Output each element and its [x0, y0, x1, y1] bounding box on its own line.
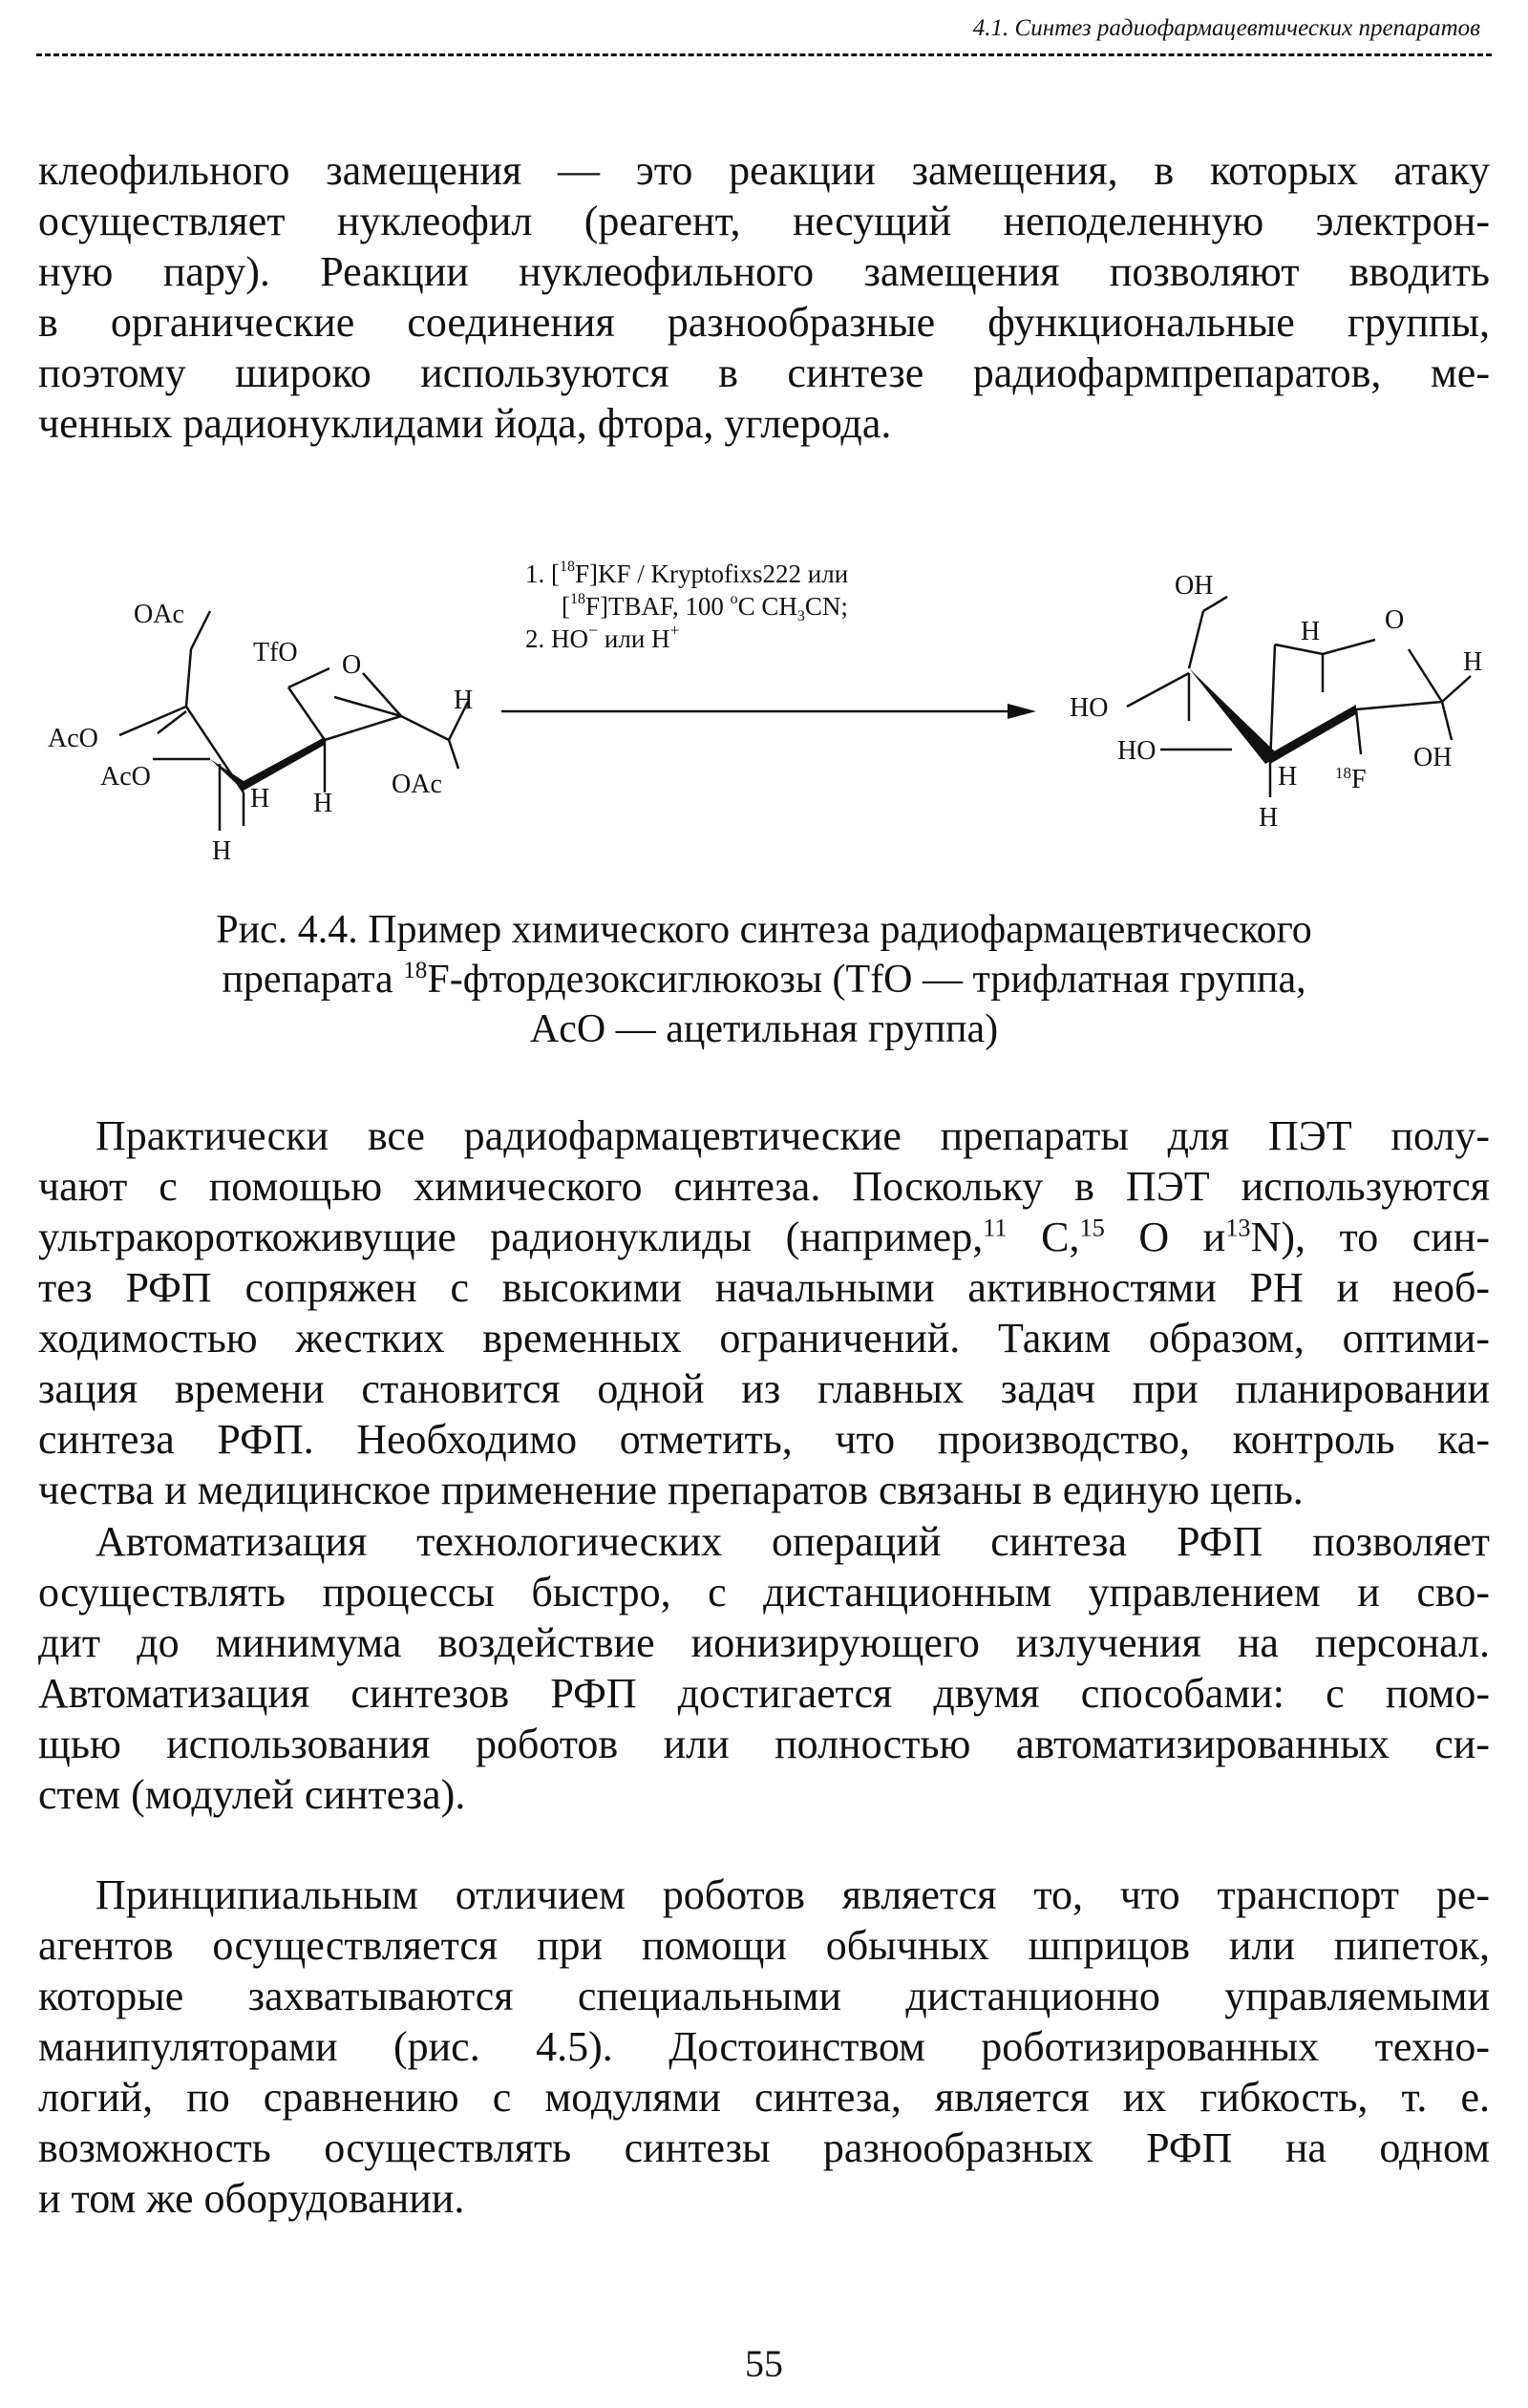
- text-line: Автоматизация синтезов РФП достигается двумя способами: с помо-: [38, 1670, 1490, 1717]
- paragraph-nucleophilic-substitution: [38, 145, 1490, 449]
- text-line: синтеза РФП. Необходимо отметить, что производство, контроль ка-: [38, 1416, 1490, 1463]
- text-line: осуществлять процессы быстро, с дистанционным управлением и сво-: [38, 1569, 1490, 1616]
- caption-line-1: Рис. 4.4. Пример химического синтеза радиофармацевтического: [216, 908, 1312, 952]
- label-ring-oxygen: O: [342, 650, 362, 680]
- paragraph-automation: [38, 1516, 1490, 1820]
- label-ring-oxygen-product: O: [1385, 605, 1405, 635]
- text-line: тез РФП сопряжен с высокими начальными активностями РН и необ-: [38, 1264, 1490, 1311]
- label-ho-1: HO: [1070, 693, 1109, 723]
- label-h-right: H: [454, 686, 474, 715]
- running-header-title: 4.1. Синтез радиофармацевтических препаратов: [972, 15, 1480, 41]
- label-tfo: TfO: [253, 638, 298, 667]
- label-oh-top: OH: [1175, 571, 1214, 601]
- text-line: ную пару). Реакции нуклеофильного замещения позволяют вводить: [38, 248, 1490, 295]
- text-line: зация времени становится одной из главных задач при планировании: [38, 1365, 1490, 1412]
- label-ho-2: HO: [1117, 736, 1157, 766]
- header-dashed-rule: [36, 53, 1492, 56]
- text-line: возможность осуществлять синтезы разнообразных РФП на одном: [38, 2124, 1490, 2171]
- text-line: чают с помощью химического синтеза. Поскольку в ПЭТ используются: [38, 1163, 1490, 1210]
- label-h-bottom-product: H: [1259, 803, 1279, 833]
- text-line: агентов осуществляется при помощи обычных шприцов или пипеток,: [38, 1922, 1490, 1969]
- text-line: чества и медицинское применение препаратов связаны в единую цепь.: [38, 1467, 1304, 1513]
- reagents-line-2: [$^{18}$F]TBAF, 100 $^o$C $CH_3CN$;: [562, 591, 848, 624]
- text-line: логий, по сравнению с модулями синтеза, является их гибкость, т. е.: [38, 2074, 1490, 2121]
- caption-line-2: препарата $^{18}$F-фтордезоксиглюкозы (TfO — трифлатная группа,: [222, 958, 1306, 1002]
- paragraph-pet-synthesis: [38, 1110, 1490, 1515]
- caption-line-3: AcO — ацетильная группа): [529, 1007, 999, 1051]
- text-line: ченных радионуклидами йода, фтора, углерода.: [38, 400, 892, 447]
- text-line: Принципиальным отличием роботов является то, что транспорт ре-: [96, 1871, 1490, 1918]
- text-line: щью использования роботов или полностью автоматизированных си-: [38, 1721, 1490, 1767]
- text-line: Практически все радиофармацевтические препараты для ПЭТ полу-: [96, 1112, 1490, 1159]
- label-18f: $^{18}$F: [1335, 764, 1367, 794]
- figure-caption: [38, 905, 1490, 1054]
- label-h-mid-2: H: [313, 789, 333, 818]
- figure-fdg-synthesis: [38, 535, 1490, 917]
- label-h-ring: H: [1301, 617, 1321, 646]
- label-h-right-product: H: [1463, 647, 1483, 677]
- label-oac-right: OAc: [392, 770, 442, 799]
- reaction-arrow: [501, 704, 1036, 719]
- text-line: Автоматизация технологических операций синтеза РФП позволяет: [96, 1518, 1490, 1565]
- text-line: поэтому широко используются в синтезе радиофармпрепаратов, ме-: [38, 349, 1490, 396]
- label-h-bottom: H: [212, 836, 232, 866]
- reagents-line-3: 2. HO− или H+: [525, 621, 680, 653]
- text-line-isotopes: ультракороткоживущие радионуклиды (например,$^{11}$ C,$^{15}$ O $и^{13}N$), то син-: [38, 1213, 1490, 1260]
- text-line: манипуляторами (рис. 4.5). Достоинством роботизированных техно-: [38, 2023, 1490, 2070]
- label-aco-lower: AcO: [100, 762, 151, 792]
- label-h-mid-1: H: [250, 784, 270, 813]
- text-line: клеофильного замещения — это реакции замещения, в которых атаку: [38, 147, 1490, 194]
- text-line: которые захватываются специальными дистанционно управляемыми: [38, 1973, 1490, 2019]
- label-oac-top: OAc: [134, 600, 184, 629]
- text-line: осуществляет нуклеофил (реагент, несущий неподеленную электрон-: [38, 198, 1490, 244]
- reaction-scheme: [38, 535, 1490, 917]
- page-number: 55: [745, 2342, 783, 2385]
- text-line: дит до минимума воздействие ионизирующего излучения на персонал.: [38, 1619, 1490, 1666]
- paragraph-robots: [38, 1869, 1490, 2224]
- label-aco-left: AcO: [48, 724, 98, 753]
- text-line: стем (модулей синтеза).: [38, 1771, 466, 1818]
- text-line: и том же оборудовании.: [38, 2175, 465, 2222]
- label-oh-right: OH: [1413, 743, 1453, 772]
- label-h-low: H: [1278, 762, 1298, 792]
- text-line: в органические соединения разнообразные функциональные группы,: [38, 299, 1490, 346]
- text-line: ходимостью жестких временных ограничений. Таким образом, оптими-: [38, 1315, 1490, 1362]
- running-header: [36, 6, 1492, 59]
- reagents-line-1: 1. [$^{18}$F]KF / Kryptofixs222 или: [525, 559, 849, 588]
